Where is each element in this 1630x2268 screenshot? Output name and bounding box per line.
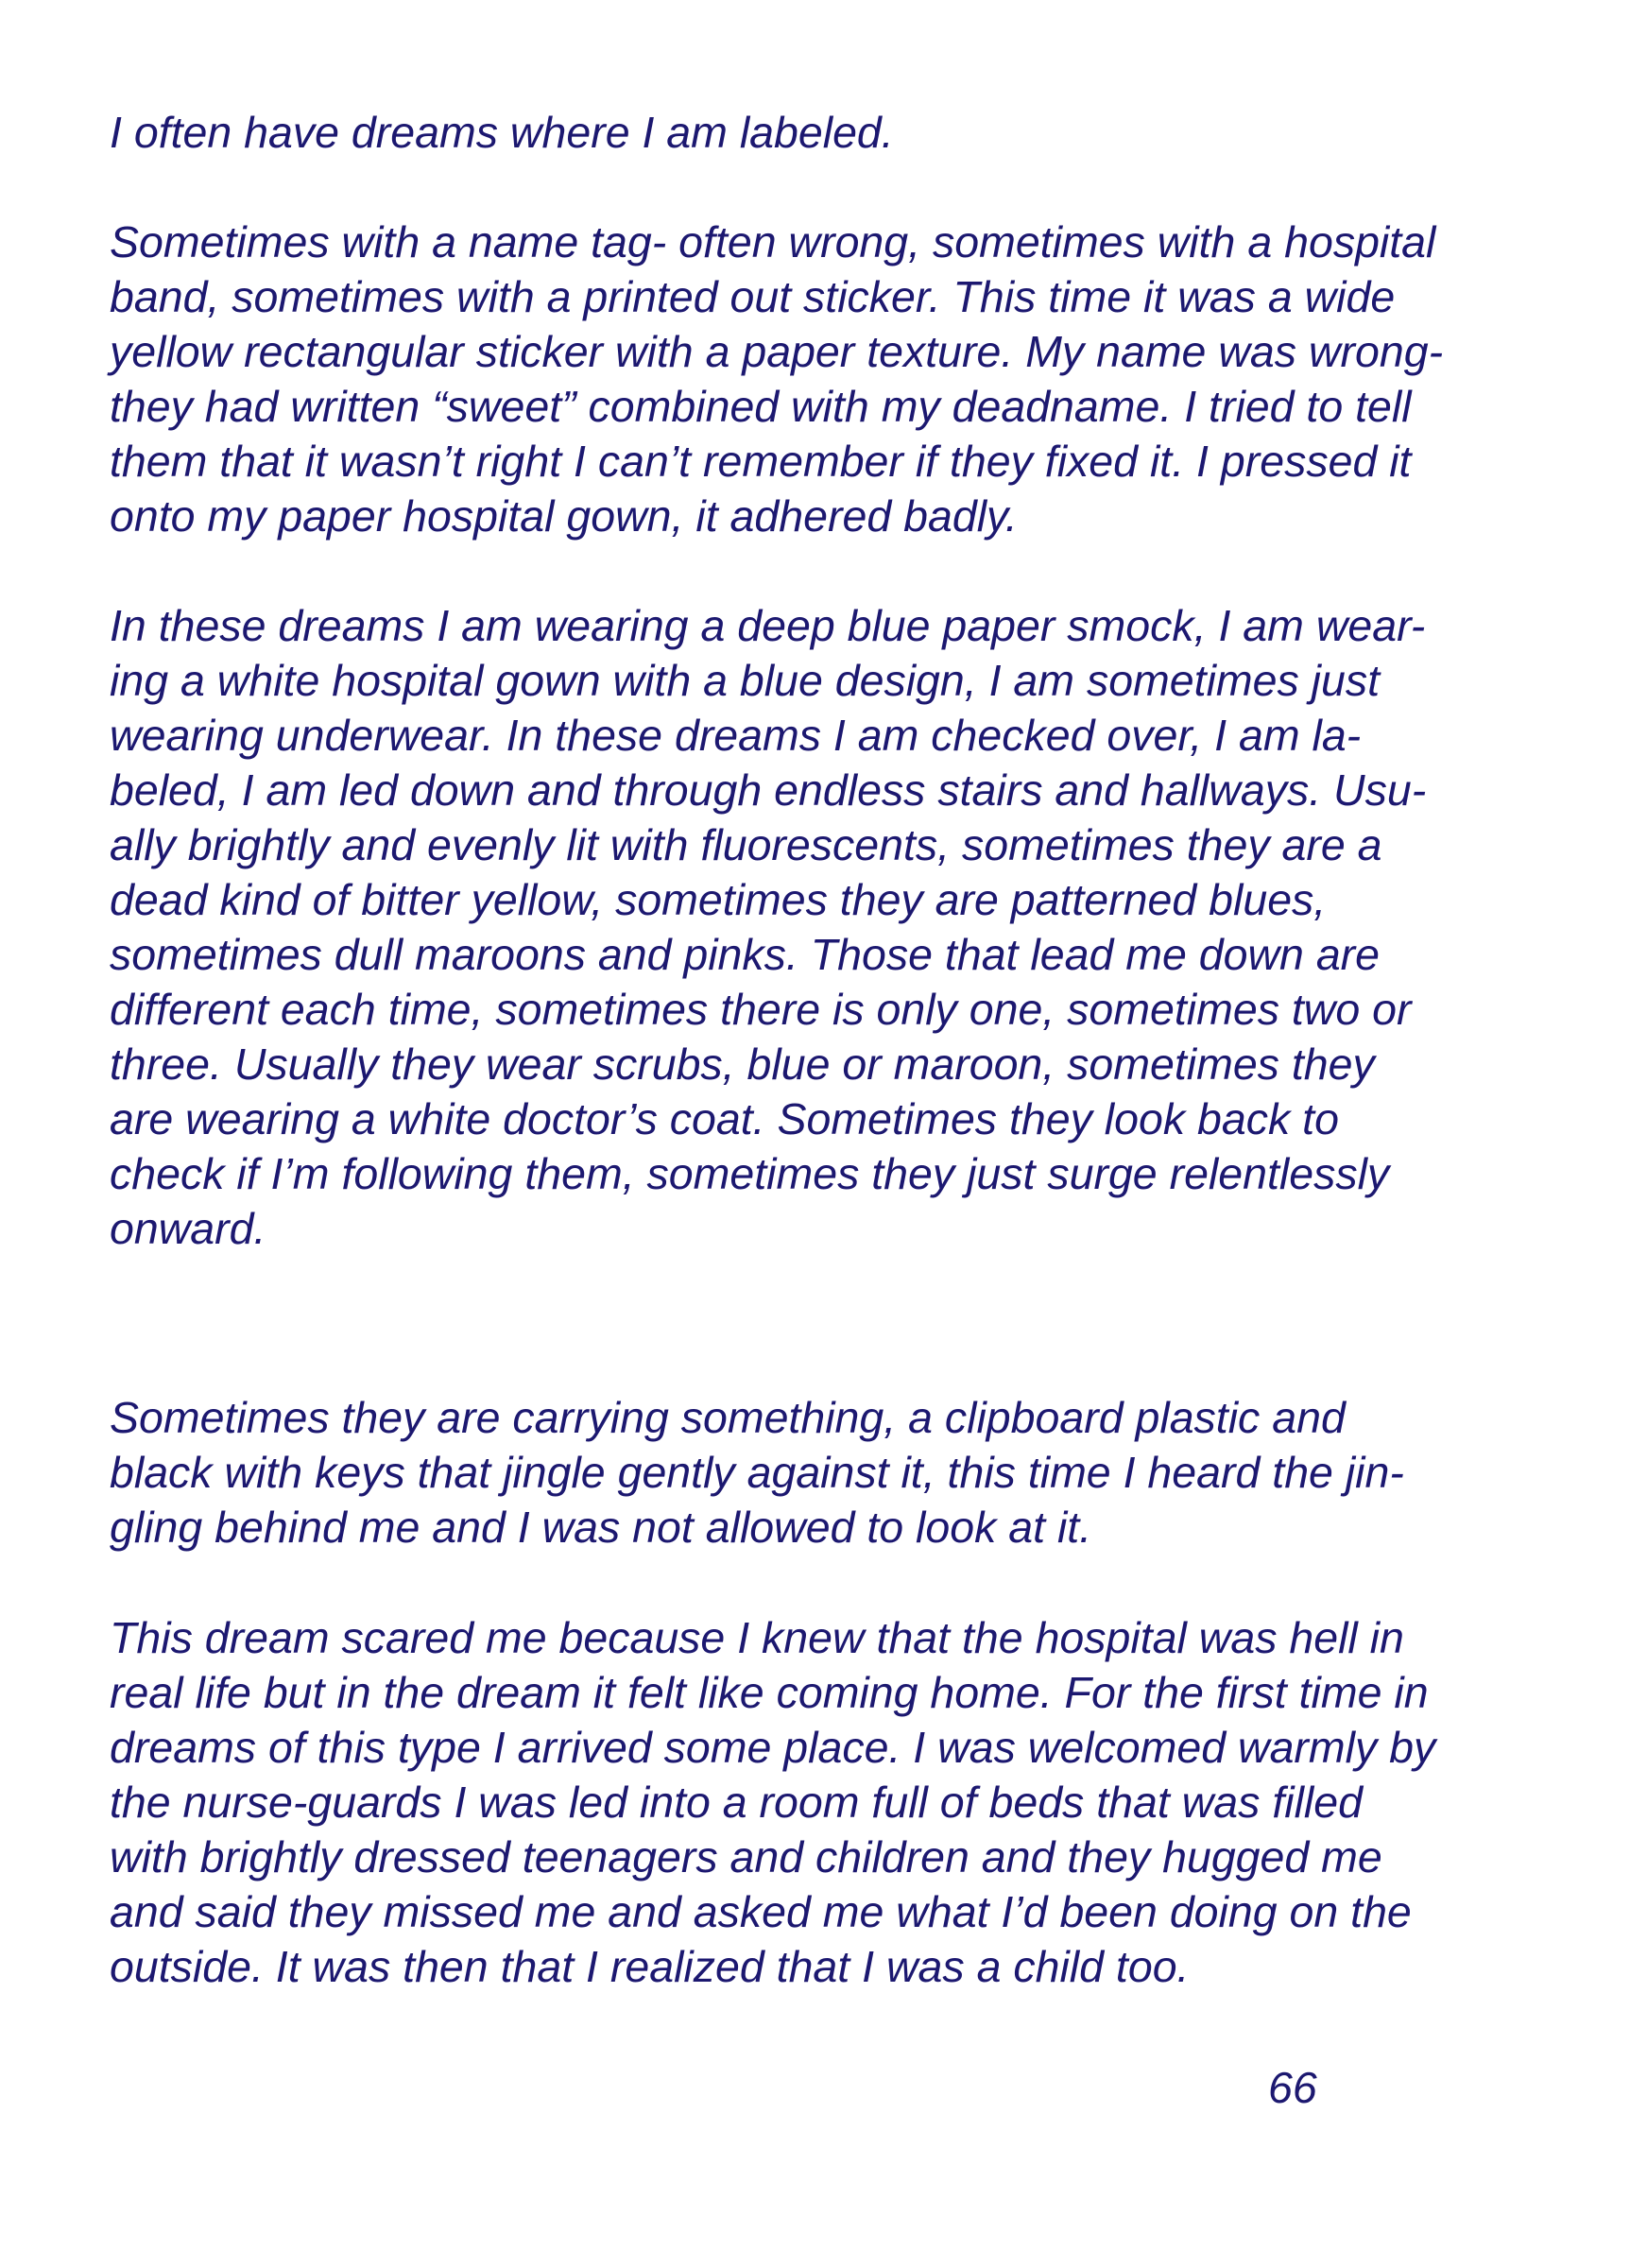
- paragraph-5-line-7: outside. It was then that I realized that I was a child too.: [110, 1942, 1190, 1991]
- paragraph-2-line-5: them that it wasn’t right I can’t remember if they fixed it. I pressed it: [110, 437, 1412, 486]
- paragraph-4-line-2: black with keys that jingle gently against it, this time I heard the jin-: [110, 1448, 1404, 1497]
- paragraph-3-line-8: different each time, sometimes there is only one, sometimes two or: [110, 985, 1412, 1034]
- paragraph-3-line-7: sometimes dull maroons and pinks. Those that lead me down are: [110, 930, 1381, 979]
- paragraph-3-line-11: check if I’m following them, sometimes they just surge relentlessly: [110, 1149, 1390, 1198]
- paragraph-2-line-3: yellow rectangular sticker with a paper texture. My name was wrong-: [110, 327, 1444, 376]
- paragraph-3-line-3: wearing underwear. In these dreams I am checked over, I am la-: [110, 711, 1362, 760]
- paragraph-3-line-5: ally brightly and evenly lit with fluorescents, sometimes they are a: [110, 820, 1382, 869]
- paragraph-5-line-4: the nurse-guards I was led into a room full of beds that was filled: [110, 1778, 1363, 1827]
- paragraph-5-line-1: This dream scared me because I knew that the hospital was hell in: [110, 1613, 1404, 1662]
- paragraph-2-line-2: band, sometimes with a printed out sticker. This time it was a wide: [110, 272, 1396, 321]
- paragraph-3-line-6: dead kind of bitter yellow, sometimes they are patterned blues,: [110, 875, 1327, 924]
- paragraph-4-line-1: Sometimes they are carrying something, a clipboard plastic and: [110, 1393, 1346, 1442]
- paragraph-2-line-4: they had written “sweet” combined with my deadname. I tried to tell: [110, 382, 1412, 431]
- paragraph-3-line-1: In these dreams I am wearing a deep blue paper smock, I am wear-: [110, 601, 1426, 650]
- paragraph-3-line-9: three. Usually they wear scrubs, blue or maroon, sometimes they: [110, 1040, 1375, 1089]
- paragraph-1-line-1: I often have dreams where I am labeled.: [110, 108, 894, 157]
- paragraph-3-line-12: onward.: [110, 1204, 266, 1253]
- page-number: 66: [1268, 2063, 1317, 2112]
- paragraph-2-line-1: Sometimes with a name tag- often wrong, sometimes with a hospital: [110, 217, 1436, 266]
- paragraph-2-line-6: onto my paper hospital gown, it adhered badly.: [110, 491, 1018, 541]
- paragraph-4-line-3: gling behind me and I was not allowed to look at it.: [110, 1503, 1092, 1552]
- paragraph-5-line-2: real life but in the dream it felt like coming home. For the first time in: [110, 1668, 1429, 1717]
- paragraph-3-line-4: beled, I am led down and through endless stairs and hallways. Usu-: [110, 765, 1427, 815]
- paragraph-5-line-3: dreams of this type I arrived some place. I was welcomed warmly by: [110, 1723, 1436, 1772]
- paragraph-3-line-10: are wearing a white doctor’s coat. Sometimes they look back to: [110, 1094, 1339, 1143]
- paragraph-5-line-5: with brightly dressed teenagers and children and they hugged me: [110, 1832, 1382, 1881]
- paragraph-3-line-2: ing a white hospital gown with a blue design, I am sometimes just: [110, 656, 1381, 705]
- paragraph-5-line-6: and said they missed me and asked me what I’d been doing on the: [110, 1887, 1412, 1936]
